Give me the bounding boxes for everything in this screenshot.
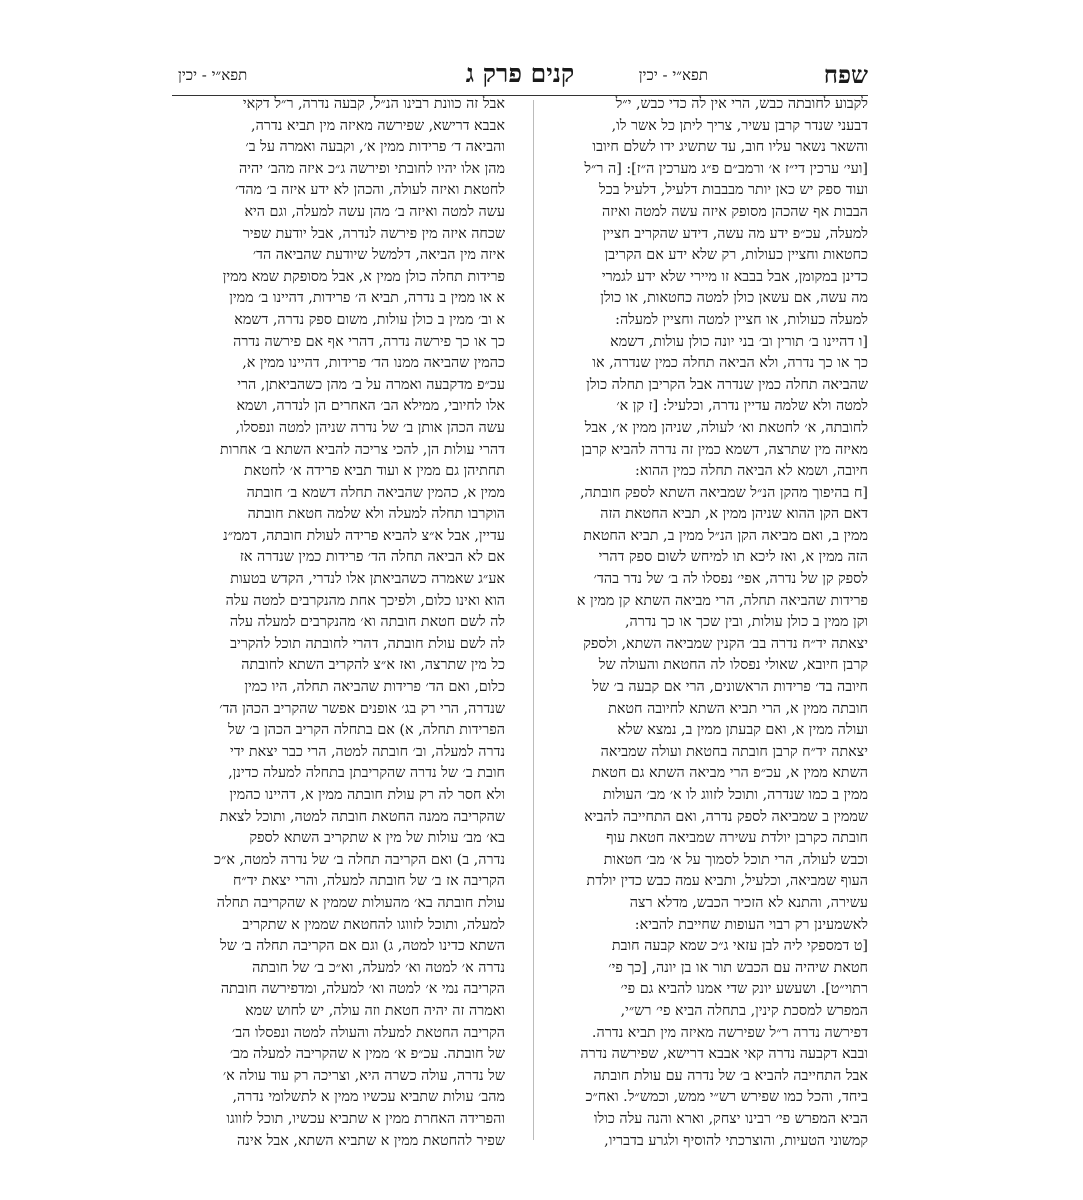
text-line: נדרה, ב) ואם הקריבה תחלה ב׳ של נדרה למטה, א״כ <box>213 851 505 868</box>
text-line: איזה מין הביאה, דלמשל שיודעת שהביאה הד׳ <box>252 247 505 264</box>
text-line: לספק קן של נדרה, אפי׳ נפסלו לה ב׳ של נדר בהד׳ <box>593 571 868 588</box>
text-line: רתוי״ט]. ושעשע יונק שדי אמנו להביא גם פי׳ <box>620 981 868 998</box>
running-head <box>172 58 868 94</box>
text-line: לאשמעינן רק רבוי העופות שחייבת להביא: <box>634 916 868 933</box>
text-line: לה לשם חטאת חובתה וא׳ מהנקרבים למעלה עלה <box>229 614 505 631</box>
text-line: ממין ב, ואם מביאה הקן הנ״ל ממין ב, תביא החטאת <box>583 527 868 544</box>
text-line: ממין א, כהמין שהביאה תחלה דשמא ב׳ חובתה <box>246 484 505 501</box>
text-line: עשה הכהן אותן ב׳ של נדרה שניהן למטה ונפסלו, <box>235 419 505 436</box>
text-line: למעלה כעולות, או חציין למטה וחציין למעלה: <box>615 311 868 328</box>
text-line: ובבא דקבעה נדרה קאי אבבא דרישא, שפירשה נדרה <box>580 1046 868 1063</box>
text-line: אע״ג שאמרה כשהביאתן אלו לנדרי, הקדש בטעות <box>230 571 505 588</box>
text-line: ממין ב כמו שנדרה, ותוכל לזווג לו א׳ מב׳ העולות <box>602 787 868 803</box>
text-line: שהקריבה ממנה החטאת חובתה למטה, ותוכל לצאת <box>219 808 505 825</box>
text-line: חובת ב׳ של נדרה שהקריבתן בתחלה למעלה כדינן, <box>228 765 505 782</box>
text-line: חטאת שיהיה עם הכבש תור או בן יונה, [כך פי׳ <box>608 959 868 976</box>
text-line: פרידות שהביאה תחלה, הרי מביאה השתא קן ממין א <box>576 592 868 609</box>
page-title: קנים פרק ג <box>465 59 575 88</box>
text-line: וקן ממין ב כולן עולות, ובין שכך או כך נדרה, <box>624 614 868 631</box>
text-line: ביחד, והכל כמו שפירש רש״י ממש, וכמש״ל. ואח״כ <box>585 1089 868 1106</box>
text-line: כלום, ואם הד׳ פרידות שהביאה תחלה, היו כמין <box>244 679 505 696</box>
text-line: הקריבה החטאת למעלה והעולה למטה ונפסלו הב׳ <box>231 1024 505 1041</box>
text-line: הבבות אף שהכהן מסופק איזה עשה למטה ואיזה <box>602 203 868 220</box>
text-line: [ועי׳ ערכין די״ז א׳ ורמב״ם פ״ג מערכין ה״ז]: [ה ר״ל <box>584 160 868 177</box>
text-line: הביא המפרש פי׳ רבינו יצחק, וארא והנה עלה כולו <box>593 1110 868 1127</box>
text-line: למטה ולא שלמה עדיין נדרה, וכלעיל: [ז קן א׳ <box>616 398 868 415</box>
text-line: לחובתה, א׳ לחטאת וא׳ לעולה, שניהן ממין א׳, אבל <box>584 419 868 436</box>
text-line: הזה ממין א, ואז ליכא תו למיחש לשום ספק דהרי <box>598 549 868 566</box>
text-line: הקריבה נמי א׳ למטה וא׳ למעלה, ומדפירשה חובתה <box>220 981 505 998</box>
text-line: כדינן במקומן, אבל בבבא זו מיירי שלא ידע לגמרי <box>601 268 868 285</box>
text-line: מהן אלו יהיו לחובתי ופירשה ג״כ איזה מהב׳ יהיה <box>239 160 505 177</box>
text-line: דפירשה נדרה ר״ל שפירשה מאיזה מין תביא נדרה. <box>591 1024 868 1041</box>
text-line: דהרי עולות הן, להכי צריכה להביא השתא ב׳ אחרות <box>220 441 505 458</box>
text-line: כל מין שתרצה, ואז א״צ להקריב השתא לחובתה <box>241 657 505 674</box>
right-text-column <box>535 94 868 1154</box>
text-line: עולת חובתה בא׳ מהעולות שממין א שהקריבה תחלה <box>216 894 505 911</box>
text-line: שנדרה, הרי רק בג׳ אופנים אפשר שהקריב הכהן הד׳ <box>219 700 505 717</box>
column-divider <box>533 100 534 1140</box>
text-line: אבבא דרישא, שפירשה מאיזה מין תביא נדרה, <box>251 117 505 134</box>
text-line: אבל התחייבה להביא ב׳ של נדרה עם עולת חובתה <box>593 1067 868 1084</box>
text-line: והפרידה האחרת ממין א שתביא עכשיו, תוכל לזווגו <box>226 1110 505 1127</box>
text-line: יצאתה יד״ח קרבן חובתה בחטאת ועולה שמביאה <box>600 743 868 760</box>
page-number: שפח <box>823 60 868 89</box>
text-line: שכחה איזה מין פירשה לנדרה, אבל יודעת שפיר <box>242 225 505 242</box>
text-line: מאיזה מין שתרצה, דשמא כמין זה נדרה להביא קרבן <box>581 441 868 458</box>
text-line: ועולה ממין א, ואם קבעתן ממין ב, נמצא שלא <box>617 722 868 739</box>
text-line: שפיר להחטאת ממין א שתביא השתא, אבל אינה <box>236 1132 505 1149</box>
text-line: של נדרה, עולה כשרה היא, וצריכה רק עוד עולה א׳ <box>222 1067 505 1084</box>
text-line: לה לשם עולת חובתה, דהרי לחובתה תוכל להקריב <box>230 635 505 652</box>
text-line: ואמרה זה יהיה חטאת וזה עולה, יש לחוש שמא <box>245 1002 505 1019</box>
text-line: הפרידות תחלה, א) אם בתחלה הקריב הכהן ב׳ של <box>228 722 505 739</box>
text-line: פרידות תחלה כולן ממין א, אבל מסופקת שמא ממין <box>222 268 505 285</box>
text-line: אלו לחיובי, ממילא הב׳ האחרים הן לנדרה, ושמא <box>236 398 505 415</box>
text-line: יצאתה יד״ח נדרה בב׳ הקנין שמביאה השתא, ולספק <box>583 635 868 652</box>
header-left-note: תפא״י - יכין <box>178 66 248 84</box>
text-line: עכ״פ מדקבעה ואמרה על ב׳ מהן כשהביאתן, הרי <box>237 376 505 393</box>
text-line: חיובה בד׳ פרידות הראשונים, הרי אם קבעה ב׳ של <box>592 679 868 696</box>
text-line: [ו דהיינו ב׳ תורין וב׳ בני יונה כולן עולות, דשמא <box>610 333 868 350</box>
text-line: המפרש למסכת קינין, בתחלה הביא פי׳ רש״י, <box>620 1002 868 1019</box>
text-line: חיובה, ושמא לא הביאה תחלה כמין ההוא: <box>634 463 868 480</box>
text-line: למעלה, ותוכל לזווגו להחטאת שממין א שתקריב <box>242 916 505 933</box>
text-line: חובתה ממין א, הרי תביא השתא לחיובה חטאת <box>608 700 868 717</box>
text-line: בא׳ מב׳ עולות של מין א שתקריב השתא לספק <box>249 830 505 847</box>
text-line: כחטאות וחציין כעולות, רק שלא ידע אם הקריבן <box>604 247 868 264</box>
text-line: עשירה, והתנא לא הזכיר הכבש, מדלא רצה <box>629 894 868 911</box>
text-line: חובתה כקרבן יולדת עשירה שמביאה חטאת עוף <box>606 830 868 847</box>
text-line: תחתיהן גם ממין א ועוד תביא פרידה א׳ לחטאת <box>244 463 505 480</box>
text-line: הוא ואינו כלום, ולפיכך אחת מהנקרבים למטה עלה <box>225 592 505 609</box>
text-line: שהביאה תחלה כמין שנדרה אבל הקריבן תחלה כולן <box>586 376 868 393</box>
header-right-note: תפא״י - יכין <box>638 66 708 84</box>
text-line: מה עשה, אם עשאן כולן למטה כחטאות, או כולן <box>600 290 868 307</box>
text-line: הקריבה אז ב׳ של חובתה למעלה, והרי יצאת יד״ח <box>232 873 505 890</box>
text-line: למעלה, עכ״פ ידע מה עשה, דידע שהקריב חציין <box>602 225 868 242</box>
text-line: העוף שמביאה, וכלעיל, ותביא עמה כבש כדין יולדת <box>586 873 868 890</box>
text-line: כך או כך פירשה נדרה, דהרי אף אם פירשה נדרה <box>233 333 505 350</box>
text-line: שממין ב שמביאה לספק נדרה, ואם התחייבה להביא <box>584 808 868 825</box>
text-line: כהמין שהביאה ממנו הד׳ פרידות, דהיינו ממין א, <box>242 355 505 372</box>
text-line: מהב׳ עולות שתביא עכשיו ממין א לתשלומי נדרה, <box>232 1089 505 1106</box>
text-line: א וב׳ ממין ב כולן עולות, משום ספק נדרה, דשמא <box>234 311 505 328</box>
text-line: נדרה למעלה, וב׳ חובתה למטה, הרי כבר יצאת ידי <box>229 743 505 760</box>
text-line: ולא חסר לה רק עולת חובתה ממין א, דהיינו כהמין <box>229 787 505 803</box>
text-line: נדרה א׳ למטה וא׳ למעלה, וא״כ ב׳ של חובתה <box>252 959 505 976</box>
text-line: קמשוני הטעיות, והוצרכתי להוסיף ולגרע בדבריו, <box>604 1132 868 1149</box>
text-line: דבעני שנדר קרבן עשיר, צריך ליתן כל אשר לו, <box>611 117 868 134</box>
text-line: אם לא הביאה תחלה הד׳ פרידות כמין שנדרה אז <box>239 549 505 566</box>
text-line: והביאה ד׳ פרידות ממין א׳, וקבעה ואמרה על ב׳ <box>245 139 505 156</box>
text-line: השתא כדינו למטה, ג) וגם אם הקריבה תחלה ב׳ של <box>220 938 505 955</box>
text-line: כך או כך נדרה, ולא הביאה תחלה כמין שנדרה, או <box>592 355 868 372</box>
text-line: דאם הקן ההוא שניהן ממין א, תביא החטאת הזה <box>600 506 868 523</box>
text-line: ועוד ספק יש כאן יותר מבבבות דלעיל, דלעיל בכל <box>599 182 868 199</box>
text-line: עדיין, אבל א״צ להביא פרידה לעולת חובתה, דממ״נ <box>223 527 505 544</box>
text-line: לחטאת ואיזה לעולה, והכהן לא ידע איזה ב׳ מהד׳ <box>235 182 505 199</box>
text-line: [ט דמספקי ליה לבן עזאי ג״כ שמא קבעה חובת <box>611 938 868 955</box>
text-line: [ח בהיפוך מהקן הנ״ל שמביאה השתא לספק חובתה, <box>579 484 868 501</box>
text-line: לקבוע לחובתה כבש, הרי אין לה כדי כבש, י״ל <box>615 96 868 112</box>
text-line: השתא ממין א, עכ״פ הרי מביאה השתא גם חטאת <box>591 765 868 782</box>
text-line: והשאר נשאר עליו חוב, עד שתשיג ידו לשלם חיובו <box>592 139 868 156</box>
text-line: אבל זה כוונת רבינו הנ״ל, קבעה נדרה, ר״ל דקאי <box>242 96 505 112</box>
left-text-column <box>172 94 505 1154</box>
text-line: וכבש לעולה, הרי תוכל לסמוך על א׳ מב׳ חטאות <box>603 851 868 868</box>
text-line: קרבן חיובא, שאולי נפסלו לה החטאת והעולה של <box>598 657 868 674</box>
text-line: של חובתה. עכ״פ א׳ ממין א שהקריבה למעלה מב׳ <box>229 1046 505 1063</box>
text-line: א או ממין ב נדרה, תביא ה׳ פרידות, דהיינו ב׳ ממין <box>229 290 505 307</box>
text-line: הוקרבו תחלה למעלה ולא שלמה חטאת חובתה <box>247 506 505 523</box>
text-line: עשה למטה ואיזה ב׳ מהן עשה למעלה, וגם היא <box>244 203 505 220</box>
